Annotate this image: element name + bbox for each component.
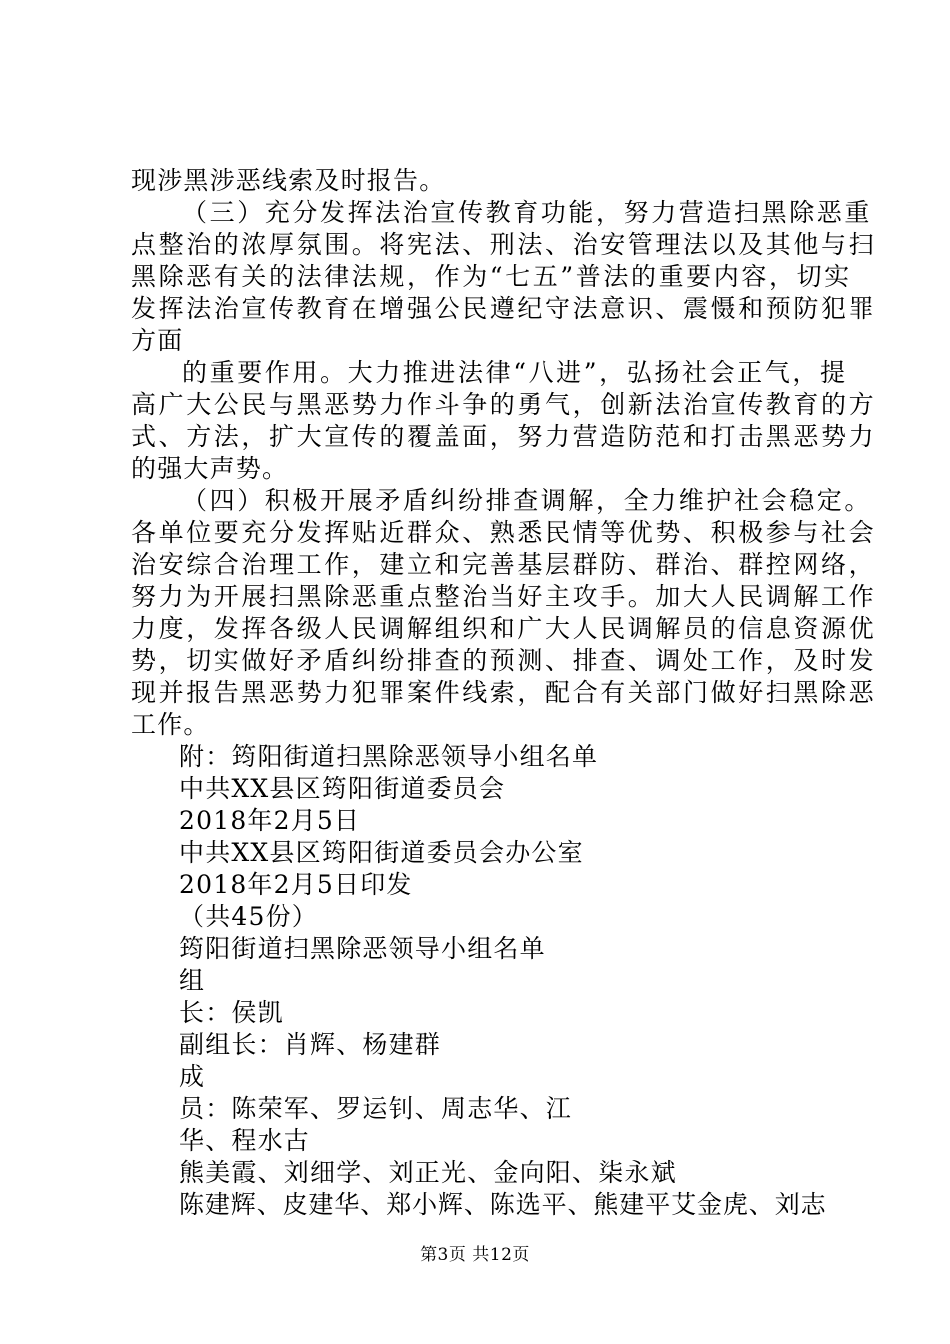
list-title: 筠阳街道扫黑除恶领导小组名单 (179, 934, 546, 963)
document-body (131, 165, 877, 1221)
list-line: 熊美霞、刘细学、刘正光、金向阳、柒永斌 (179, 1158, 677, 1187)
list-line: 副组长：肖辉、杨建群 (179, 1030, 442, 1059)
issue-date: 2018年2月5日 (179, 806, 361, 835)
list-line: 华、程水古 (179, 1126, 311, 1155)
text-line: 势，切实做好矛盾纠纷排查的预测、排查、调处工作，及时发 (131, 646, 877, 675)
office-name: 中共XX县区筠阳街道委员会办公室 (179, 838, 584, 867)
list-line: 长：侯凯 (179, 998, 284, 1027)
list-line: 陈建辉、皮建华、郑小辉、陈选平、熊建平艾金虎、刘志 (179, 1190, 827, 1219)
text-line: 发挥法治宣传教育在增强公民遵纪守法意识、震慑和预防犯罪 (131, 294, 877, 323)
text-line: 方面 (131, 326, 184, 355)
copy-count: （共45份） (179, 902, 319, 931)
text-line: 力度，发挥各级人民调解组织和广大人民调解员的信息资源优 (131, 614, 877, 643)
attachment-note: 附：筠阳街道扫黑除恶领导小组名单 (179, 742, 599, 771)
text-line: 治安综合治理工作，建立和完善基层群防、群治、群控网络， (131, 550, 877, 579)
text-line: 努力为开展扫黑除恶重点整治当好主攻手。加大人民调解工作 (131, 582, 877, 611)
text-line: （三）充分发挥法治宣传教育功能，努力营造扫黑除恶重 (182, 198, 873, 227)
list-line: 组 (179, 966, 206, 995)
text-line: 的强大声势。 (131, 454, 289, 483)
list-line: 员：陈荣军、罗运钊、周志华、江 (179, 1094, 573, 1123)
text-line: 黑除恶有关的法律法规，作为“七五”普法的重要内容，切实 (131, 262, 852, 291)
page-number: 第3页 共12页 (420, 1245, 530, 1265)
issuer-name: 中共XX县区筠阳街道委员会 (179, 774, 506, 803)
print-date: 2018年2月5日印发 (179, 870, 413, 899)
text-line: （四）积极开展矛盾纠纷排查调解，全力维护社会稳定。 (182, 486, 873, 515)
text-line: 的重要作用。大力推进法律“八进”，弘扬社会正气，提 (182, 358, 848, 387)
text-line: 高广大公民与黑恶势力作斗争的勇气，创新法治宣传教育的方 (131, 390, 877, 419)
text-line: 各单位要充分发挥贴近群众、熟悉民情等优势、积极参与社会 (131, 518, 877, 547)
text-line: 现涉黑涉恶线索及时报告。 (131, 166, 446, 195)
text-line: 现并报告黑恶势力犯罪案件线索，配合有关部门做好扫黑除恶 (131, 678, 877, 707)
text-line: 点整治的浓厚氛围。将宪法、刑法、治安管理法以及其他与扫 (131, 230, 877, 259)
list-line: 成 (179, 1062, 206, 1091)
text-line: 工作。 (131, 710, 210, 739)
text-line: 式、方法，扩大宣传的覆盖面，努力营造防范和打击黑恶势力 (131, 422, 877, 451)
